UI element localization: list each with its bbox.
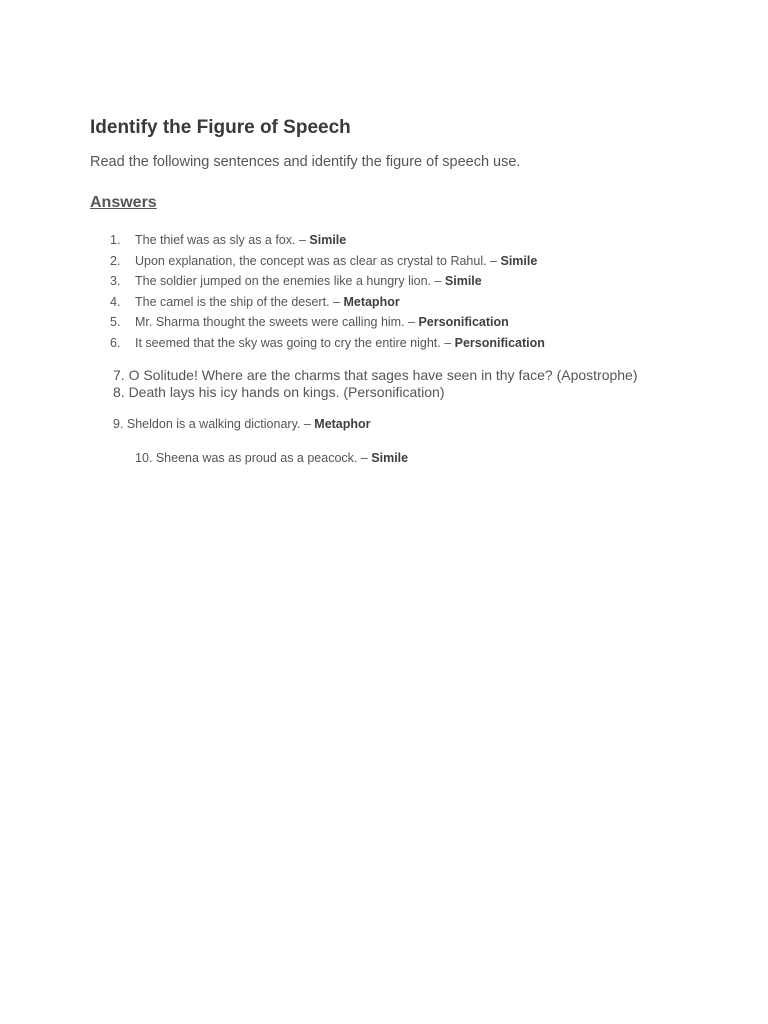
item-number: 2. [110, 253, 121, 268]
item-sentence: Mr. Sharma thought the sweets were calling him. – [135, 315, 419, 329]
item-number: 6. [110, 335, 121, 350]
item-number: 1. [110, 233, 121, 247]
list-item [110, 333, 545, 354]
item-number: 4. [110, 294, 121, 309]
item-answer: Simile [371, 451, 409, 465]
item-sentence: The thief was as sly as a fox. – [135, 233, 310, 247]
item-answer: Personification [454, 335, 545, 350]
item-9 [113, 417, 371, 431]
item-answer: Metaphor [314, 417, 371, 431]
item-answer: Simile [500, 253, 538, 268]
answers-list [110, 230, 545, 353]
item-sentence: 10. Sheena was as proud as a peacock. – [135, 451, 372, 465]
item-number: 3. [110, 274, 121, 288]
intro-text: Read the following sentences and identify the figure of speech use. [90, 154, 521, 170]
item-7-apostrophe: 7. O Solitude! Where are the charms that sages have seen in thy face? (Apostrophe) [113, 367, 638, 383]
item-answer: Personification [418, 315, 509, 329]
item-answer: Metaphor [343, 294, 400, 309]
item-sentence: Upon explanation, the concept was as clear as crystal to Rahul. – [135, 253, 501, 268]
item-sentence: The camel is the ship of the desert. – [135, 294, 344, 309]
item-8-personification: 8. Death lays his icy hands on kings. (Personification) [113, 384, 445, 400]
list-item [110, 251, 545, 272]
list-item [110, 230, 545, 251]
page-title: Identify the Figure of Speech [90, 117, 351, 138]
list-item [110, 312, 545, 333]
item-sentence: The soldier jumped on the enemies like a hungry lion. – [135, 274, 445, 288]
item-sentence: It seemed that the sky was going to cry the entire night. – [135, 335, 455, 350]
answers-heading: Answers [90, 194, 157, 211]
list-item [110, 271, 545, 292]
item-answer: Simile [444, 274, 482, 288]
item-number: 5. [110, 315, 121, 329]
item-10 [135, 451, 408, 465]
item-answer: Simile [309, 233, 347, 247]
list-item [110, 292, 545, 313]
item-sentence: 9. Sheldon is a walking dictionary. – [113, 417, 315, 431]
